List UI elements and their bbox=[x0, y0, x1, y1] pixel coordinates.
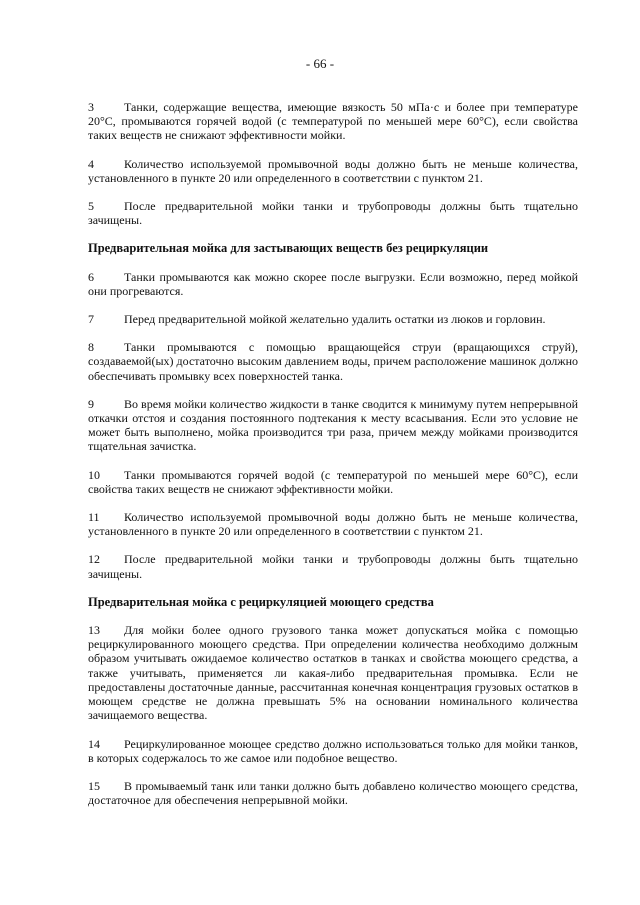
numbered-paragraph bbox=[88, 397, 578, 454]
numbered-paragraph bbox=[88, 737, 578, 765]
paragraph-number: 6 bbox=[88, 269, 94, 284]
paragraph-number: 12 bbox=[88, 552, 100, 567]
numbered-paragraph bbox=[88, 623, 578, 722]
paragraph-number: 13 bbox=[88, 623, 100, 638]
section-heading-recirculation: Предварительная мойка с рециркуляцией моющего средства bbox=[88, 594, 434, 609]
numbered-paragraph bbox=[88, 312, 578, 326]
numbered-paragraph bbox=[88, 270, 578, 298]
numbered-paragraph bbox=[88, 468, 578, 496]
paragraph-text: После предварительной мойки танки и трубопроводы должны быть тщательно зачищены. bbox=[88, 199, 578, 228]
paragraph-text: Количество используемой промывочной воды должно быть не меньше количества, установленного в пункте 20 или определенного в соответствии с пунктом 21. bbox=[88, 510, 578, 539]
numbered-paragraph bbox=[88, 100, 578, 143]
paragraph-number: 8 bbox=[88, 340, 94, 355]
paragraph-text: В промываемый танк или танки должно быть добавлено количество моющего средства, достаточное для обеспечения непрерывной мойки. bbox=[88, 778, 578, 808]
paragraph-number: 11 bbox=[88, 510, 100, 525]
paragraph-group-c bbox=[88, 623, 578, 807]
paragraph-text: Перед предварительной мойкой желательно удалить остатки из люков и горловин. bbox=[124, 312, 546, 327]
document-body bbox=[88, 100, 578, 821]
paragraph-number: 7 bbox=[88, 312, 94, 327]
paragraph-text: После предварительной мойки танки и трубопроводы должны быть тщательно зачищены. bbox=[88, 552, 578, 581]
numbered-paragraph bbox=[88, 510, 578, 538]
paragraph-text: Танки, содержащие вещества, имеющие вязкость 50 мПа·с и более при температуре 20°С, промываются горячей водой (с температурой по меньшей мере 60°С), если свойства таких веществ не снижают эффективности мойки. bbox=[88, 100, 578, 143]
page-number: - 66 - bbox=[305, 56, 335, 71]
numbered-paragraph bbox=[88, 340, 578, 383]
paragraph-text: Танки промываются с помощью вращающейся струи (вращающихся струй), создаваемой(ых) достаточно высоким давлением воды, причем расположение машинок должно обеспечивать промывку всех поверхностей танка. bbox=[88, 340, 578, 383]
paragraph-text: Во время мойки количество жидкости в танке сводится к минимуму путем непрерывной откачки отстоя и создания постоянного подтекания к месту всасывания. Если это условие не может быть выполнено, мойка производится три раза, причем между мойками производится тщательная зачистка. bbox=[88, 396, 578, 454]
paragraph-number: 15 bbox=[88, 778, 100, 793]
paragraph-group-b bbox=[88, 270, 578, 581]
section-heading-no-recirculation: Предварительная мойка для застывающих веществ без рециркуляции bbox=[88, 241, 489, 256]
paragraph-number: 3 bbox=[88, 100, 94, 114]
paragraph-number: 9 bbox=[88, 396, 94, 411]
paragraph-text: Танки промываются горячей водой (с температурой по меньшей мере 60°С), если свойства таких веществ не снижают эффективности мойки. bbox=[88, 467, 578, 496]
numbered-paragraph bbox=[88, 157, 578, 185]
paragraph-text: Рециркулированное моющее средство должно использоваться только для мойки танков, в которых содержалось то же самое или подобное вещество. bbox=[88, 736, 578, 765]
paragraph-number: 10 bbox=[88, 467, 100, 482]
paragraph-number: 14 bbox=[88, 736, 100, 751]
paragraph-text: Для мойки более одного грузового танка может допускаться мойка с помощью рециркулированного моющего средства. При определении количества необходимо должным образом учитывать ожидаемое количество остатков в танках и свойства моющего средства, а также учитывать, применяется ли какая-либо предварительная промывка. Если не предоставлены достаточные данные, рассчитанная конечная концентрация грузовых остатков в моющем средстве не должна превышать 5% на основании номинального количества зачищаемого вещества. bbox=[88, 623, 578, 723]
numbered-paragraph bbox=[88, 552, 578, 580]
paragraph-text: Количество используемой промывочной воды должно быть не меньше количества, установленного в пункте 20 или определенного в соответствии с пунктом 21. bbox=[88, 156, 578, 185]
numbered-paragraph bbox=[88, 199, 578, 227]
numbered-paragraph bbox=[88, 779, 578, 807]
paragraph-number: 5 bbox=[88, 199, 94, 214]
paragraph-text: Танки промываются как можно скорее после выгрузки. Если возможно, перед мойкой они прогреваются. bbox=[88, 269, 578, 298]
paragraph-group-a bbox=[88, 100, 578, 227]
paragraph-number: 4 bbox=[88, 156, 94, 171]
